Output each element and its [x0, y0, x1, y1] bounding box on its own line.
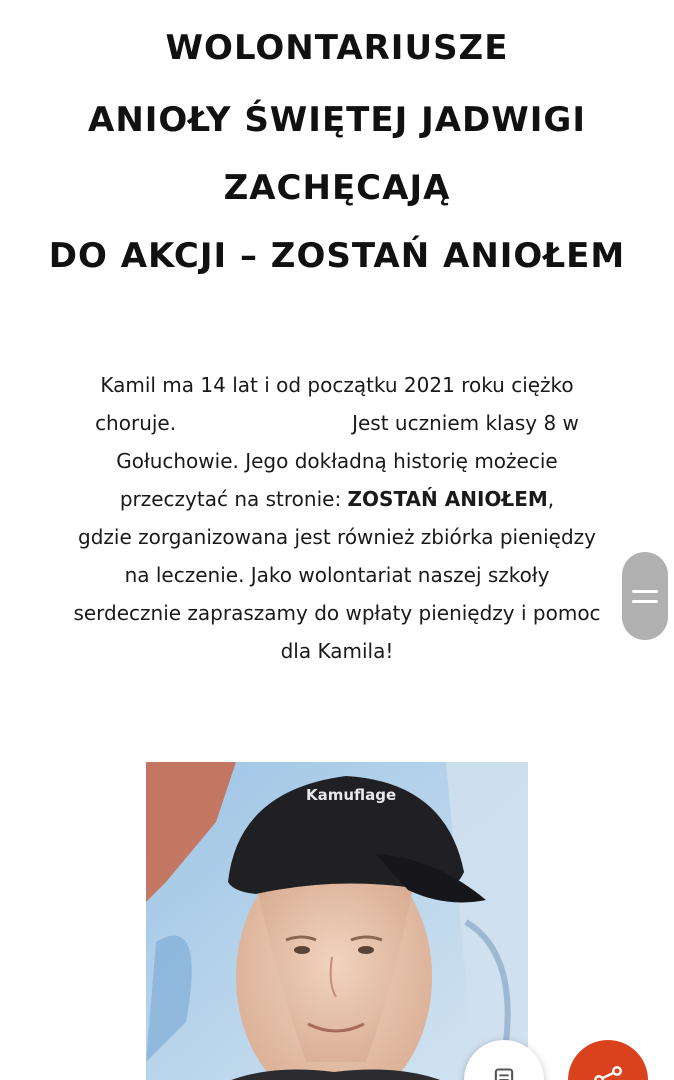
zostan-aniolem-link[interactable]: ZOSTAŃ ANIOŁEM: [347, 487, 548, 511]
article-line: Gołuchowie. Jego dokładną historię możecie: [116, 449, 558, 473]
article-line: [50, 404, 624, 442]
heading-angels: ANIOŁY ŚWIĘTEJ JADWIGI: [88, 100, 586, 140]
article-line-part: choruje.: [95, 411, 177, 435]
document-icon: [490, 1066, 518, 1080]
kamil-photo: [146, 762, 528, 1080]
article-line: gdzie zorganizowana jest również zbiórka pieniędzy: [78, 525, 596, 549]
heading-encourage: ZACHĘCAJĄ: [223, 168, 451, 208]
article-line-part: przeczytać na stronie:: [119, 487, 348, 511]
cap-text: Kamuflage: [306, 786, 397, 804]
scroll-handle-icon[interactable]: [622, 552, 668, 640]
article-line: dla Kamila!: [280, 639, 394, 663]
article-line: Kamil ma 14 lat i od początku 2021 roku ciężko: [100, 373, 574, 397]
article-line: serdecznie zapraszamy do wpłaty pieniędzy i pomoc: [73, 601, 601, 625]
article-text: [50, 366, 624, 670]
heading-volunteers: WOLONTARIUSZE: [165, 28, 509, 68]
article-line-part: Jest uczniem klasy 8 w: [352, 411, 579, 435]
article-line: [50, 480, 624, 518]
share-button[interactable]: [568, 1040, 648, 1080]
article-line: na leczenie. Jako wolontariat naszej szkoły: [124, 563, 550, 587]
share-icon: [590, 1062, 626, 1080]
heading-action: DO AKCJI – ZOSTAŃ ANIOŁEM: [48, 236, 626, 276]
article-line-part: ,: [547, 487, 555, 511]
portrait-image: [146, 762, 528, 1080]
